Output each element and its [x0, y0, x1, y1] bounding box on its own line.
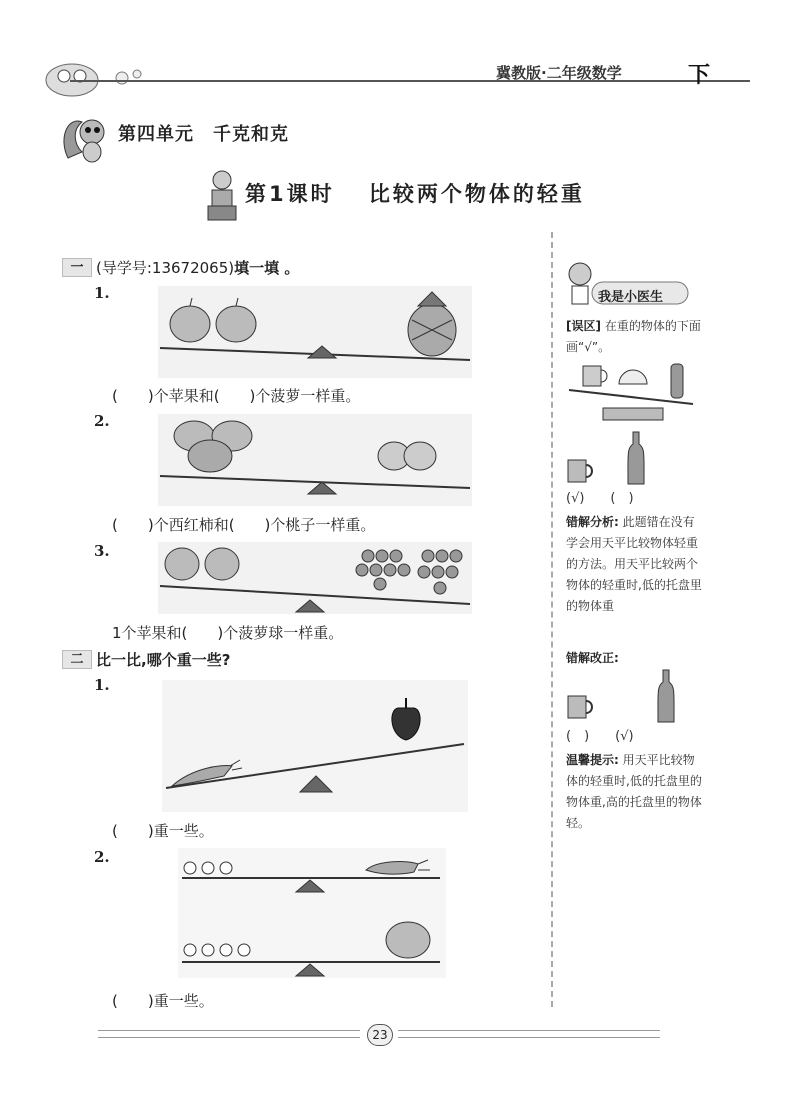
footer-rule-left: [98, 1030, 360, 1038]
apple-icon: [165, 548, 199, 580]
sidebar-tip-block: [566, 750, 706, 834]
footer-rule-right: [398, 1030, 660, 1038]
wrong-label: [误区]: [566, 319, 601, 333]
correct-label: 错解改正:: [566, 651, 619, 665]
section1-heading: 填一填 。: [234, 259, 300, 277]
bottle-icon: [656, 668, 676, 724]
analysis-label: 错解分析:: [566, 515, 619, 529]
s2-q1-text: ( )重一些。: [112, 822, 214, 840]
s1-q1-balance: [158, 286, 472, 378]
s1-q1-text: ( )个苹果和( )个菠萝一样重。: [112, 387, 361, 405]
wrong-text: 在重的物体的下面画“√”。: [566, 319, 701, 354]
column-divider: [551, 232, 553, 1007]
squirrel-icon: [58, 108, 114, 164]
wrong-marks: (√) ( ): [566, 491, 634, 506]
apple-icon: [205, 548, 239, 580]
correct-marks: ( ) (√): [566, 729, 634, 744]
s1-q2-number: 2.: [94, 412, 110, 430]
s1-q3-number: 3.: [94, 542, 110, 560]
section1-prefix: (导学号:13672065): [96, 259, 235, 277]
cup-icon: [566, 692, 596, 722]
page-number: 23: [367, 1024, 393, 1046]
s1-q1-number: 1.: [94, 284, 110, 302]
sidebar-analysis-block: [566, 512, 706, 617]
s1-q3-text: 1个苹果和( )个菠萝球一样重。: [112, 624, 344, 642]
s1-q2-balance: [158, 414, 472, 506]
peach-icon: [404, 442, 436, 470]
s2-q1-number: 1.: [94, 676, 110, 694]
s1-q2-text: ( )个西红柿和( )个桃子一样重。: [112, 516, 376, 534]
s2-q2-number: 2.: [94, 848, 110, 866]
section1-title: [96, 257, 299, 278]
header-logo-icon: [42, 50, 152, 100]
sidebar-wrong-block: [566, 316, 706, 358]
tip-text: 用天平比较物体的轻重时,低的托盘里的物体重,高的托盘里的物体轻。: [566, 753, 702, 830]
s2-q2-balances: [178, 848, 446, 978]
book-title: 冀教版·二年级数学: [496, 64, 622, 82]
header-rule: [70, 80, 750, 82]
s2-q1-balance: [162, 680, 468, 812]
bottle-icon: [626, 430, 646, 486]
section1-badge: 一: [62, 258, 92, 277]
analysis-text: 此题错在没有学会用天平比较物体轻重的方法。用天平比较两个物体的轻重时,低的托盘里的物体重: [566, 515, 702, 613]
circle-icon: [184, 862, 232, 874]
tomato-icon: [386, 922, 430, 958]
unit-title: 第四单元 千克和克: [118, 124, 289, 145]
tomato-icon: [188, 440, 232, 472]
teacher-icon: [204, 168, 240, 222]
section2-title: 比一比,哪个重一些?: [96, 651, 231, 669]
book-volume: 下: [688, 63, 711, 88]
doctor-label: 我是小医生: [598, 290, 664, 305]
tip-label: 温馨提示:: [566, 753, 619, 767]
sidebar-scale-icon: [563, 360, 703, 424]
section2-badge: 二: [62, 650, 92, 669]
lesson-title: 第1课时 比较两个物体的轻重: [245, 182, 585, 206]
s2-q2-text: ( )重一些。: [112, 992, 214, 1010]
s1-q3-balance: [158, 542, 472, 614]
cup-icon: [566, 456, 596, 486]
